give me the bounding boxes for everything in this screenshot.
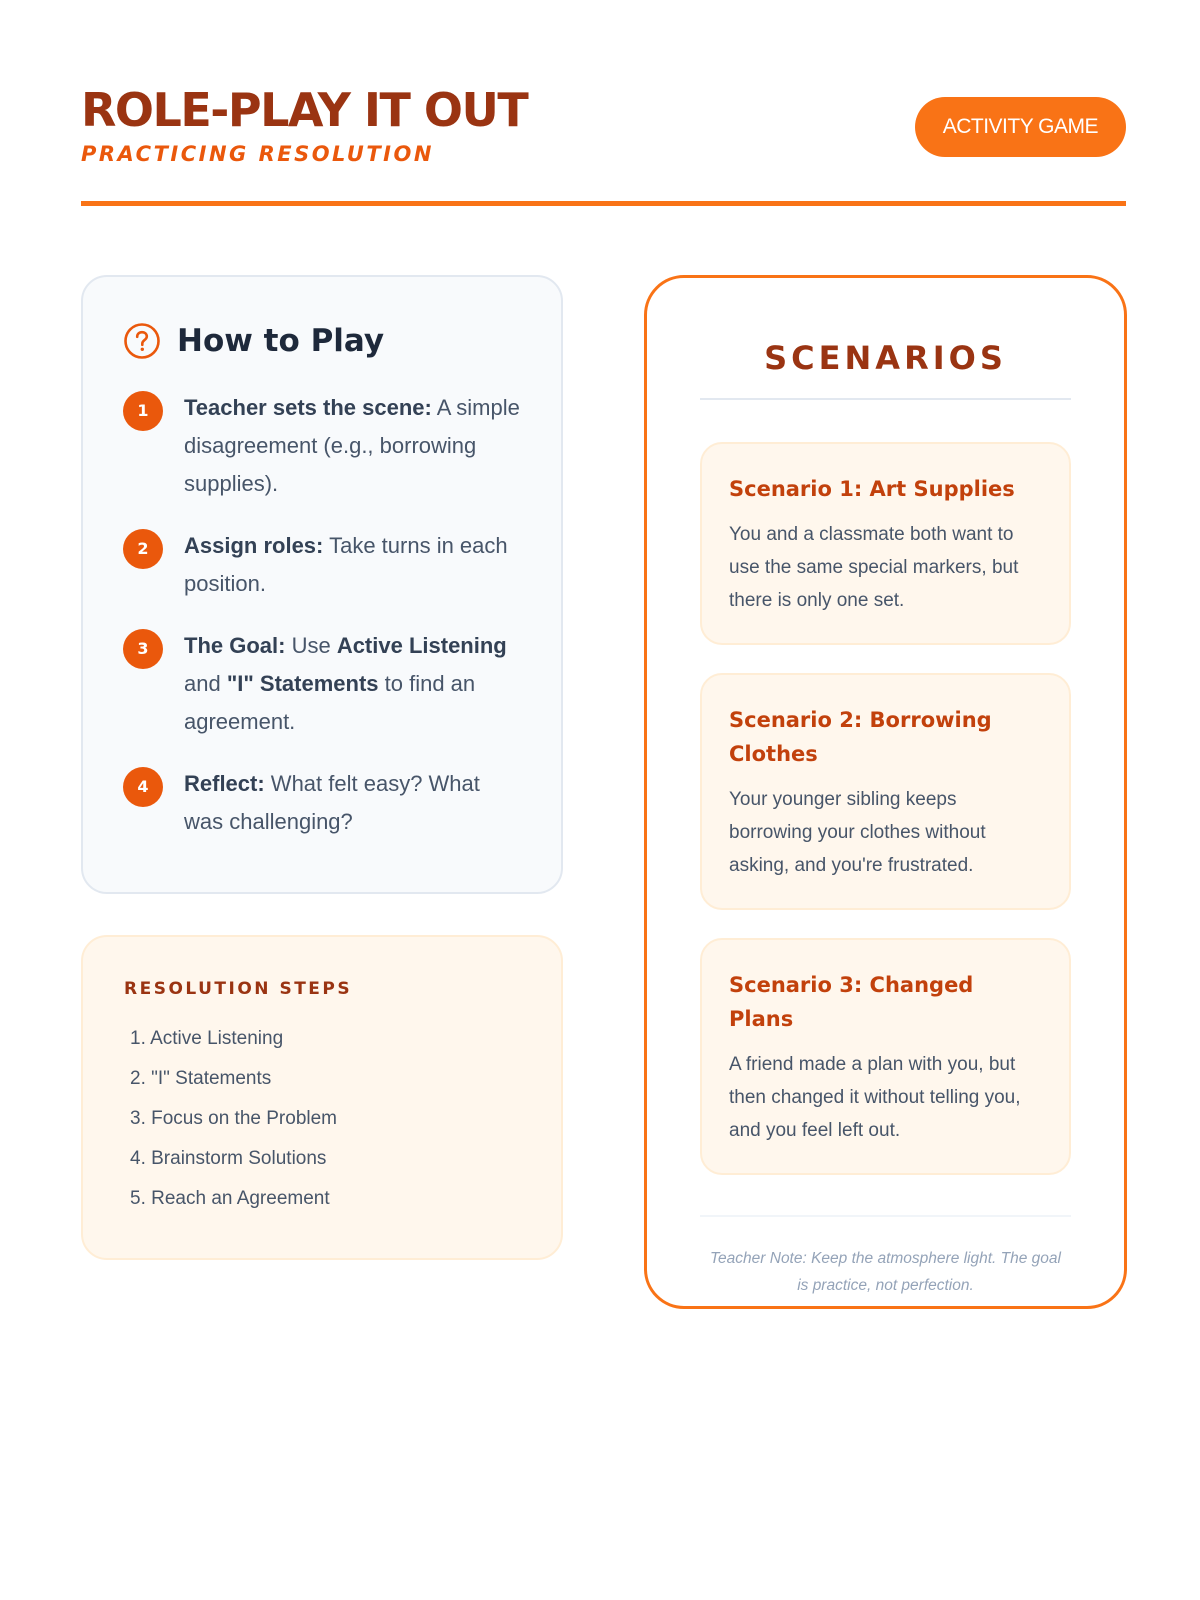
resolution-steps-title: RESOLUTION STEPS xyxy=(124,979,353,999)
step-number-badge: 1 xyxy=(123,391,163,431)
list-item: 4. Brainstorm Solutions xyxy=(130,1148,327,1169)
list-item: 3. Focus on the Problem xyxy=(130,1108,337,1129)
step-text-emphasis: The Goal: xyxy=(184,633,286,658)
how-to-play-panel xyxy=(81,275,563,894)
scenarios-title: SCENARIOS xyxy=(764,339,1007,377)
how-to-play-title: How to Play xyxy=(177,323,385,359)
step-number-badge: 4 xyxy=(123,767,163,807)
step-list xyxy=(123,389,521,841)
scenarios-panel xyxy=(644,275,1127,1309)
step-text-emphasis: Active Listening xyxy=(336,633,507,658)
step-text-run: to find an agreement. xyxy=(184,671,476,734)
step-item xyxy=(123,627,521,741)
list-item: 5. Reach an Agreement xyxy=(130,1188,330,1209)
scenario-description: You and a classmate both want to use the same special markers, but there is only one set. xyxy=(729,524,1019,611)
step-text-run: and xyxy=(184,671,227,696)
scenario-card-3 xyxy=(700,938,1071,1175)
step-text-emphasis: "I" Statements xyxy=(226,671,379,696)
step-text-emphasis: Reflect: xyxy=(184,771,265,796)
step-text-run: Take turns in each position. xyxy=(184,533,508,596)
step-text xyxy=(184,627,521,741)
step-item xyxy=(123,389,521,503)
step-text xyxy=(184,389,521,503)
step-number-badge: 3 xyxy=(123,629,163,669)
step-text-run: A simple disagreement (e.g., borrowing supplies). xyxy=(184,395,520,496)
teacher-note: Teacher Note: Keep the atmosphere light. The goal is practice, not perfection. xyxy=(710,1250,1061,1294)
scenarios-divider xyxy=(700,398,1071,400)
scenario-title: Scenario 3: Changed Plans xyxy=(729,973,974,1031)
how-to-play-heading xyxy=(123,321,521,361)
page-header xyxy=(81,84,1126,206)
step-text-run: Use xyxy=(285,633,337,658)
scenario-title: Scenario 2: Borrowing Clothes xyxy=(729,708,992,766)
page-title: ROLE-PLAY IT OUT xyxy=(81,83,528,137)
resolution-steps-panel xyxy=(81,935,563,1260)
note-divider xyxy=(700,1215,1071,1217)
scenario-title: Scenario 1: Art Supplies xyxy=(729,477,1015,501)
scenario-card-1 xyxy=(700,442,1071,645)
question-circle-icon xyxy=(123,322,161,360)
activity-badge: ACTIVITY GAME xyxy=(915,97,1126,157)
step-text-run: What felt easy? What was challenging? xyxy=(184,771,480,834)
scenario-description: Your younger sibling keeps borrowing your clothes without asking, and you're frustrated. xyxy=(729,789,986,876)
page-subtitle: PRACTICING RESOLUTION xyxy=(81,142,434,166)
scenario-card-2 xyxy=(700,673,1071,910)
scenario-description: A friend made a plan with you, but then changed it without telling you, and you feel left out. xyxy=(729,1054,1021,1141)
step-item xyxy=(123,765,521,841)
resolution-steps-list xyxy=(124,1019,521,1219)
list-item: 1. Active Listening xyxy=(130,1028,284,1049)
step-text xyxy=(184,765,521,841)
step-text xyxy=(184,527,521,603)
header-divider xyxy=(81,201,1126,206)
step-text-emphasis: Assign roles: xyxy=(184,533,324,558)
step-item xyxy=(123,527,521,603)
step-text-emphasis: Teacher sets the scene: xyxy=(184,395,432,420)
step-number-badge: 2 xyxy=(123,529,163,569)
list-item: 2. "I" Statements xyxy=(130,1068,272,1089)
